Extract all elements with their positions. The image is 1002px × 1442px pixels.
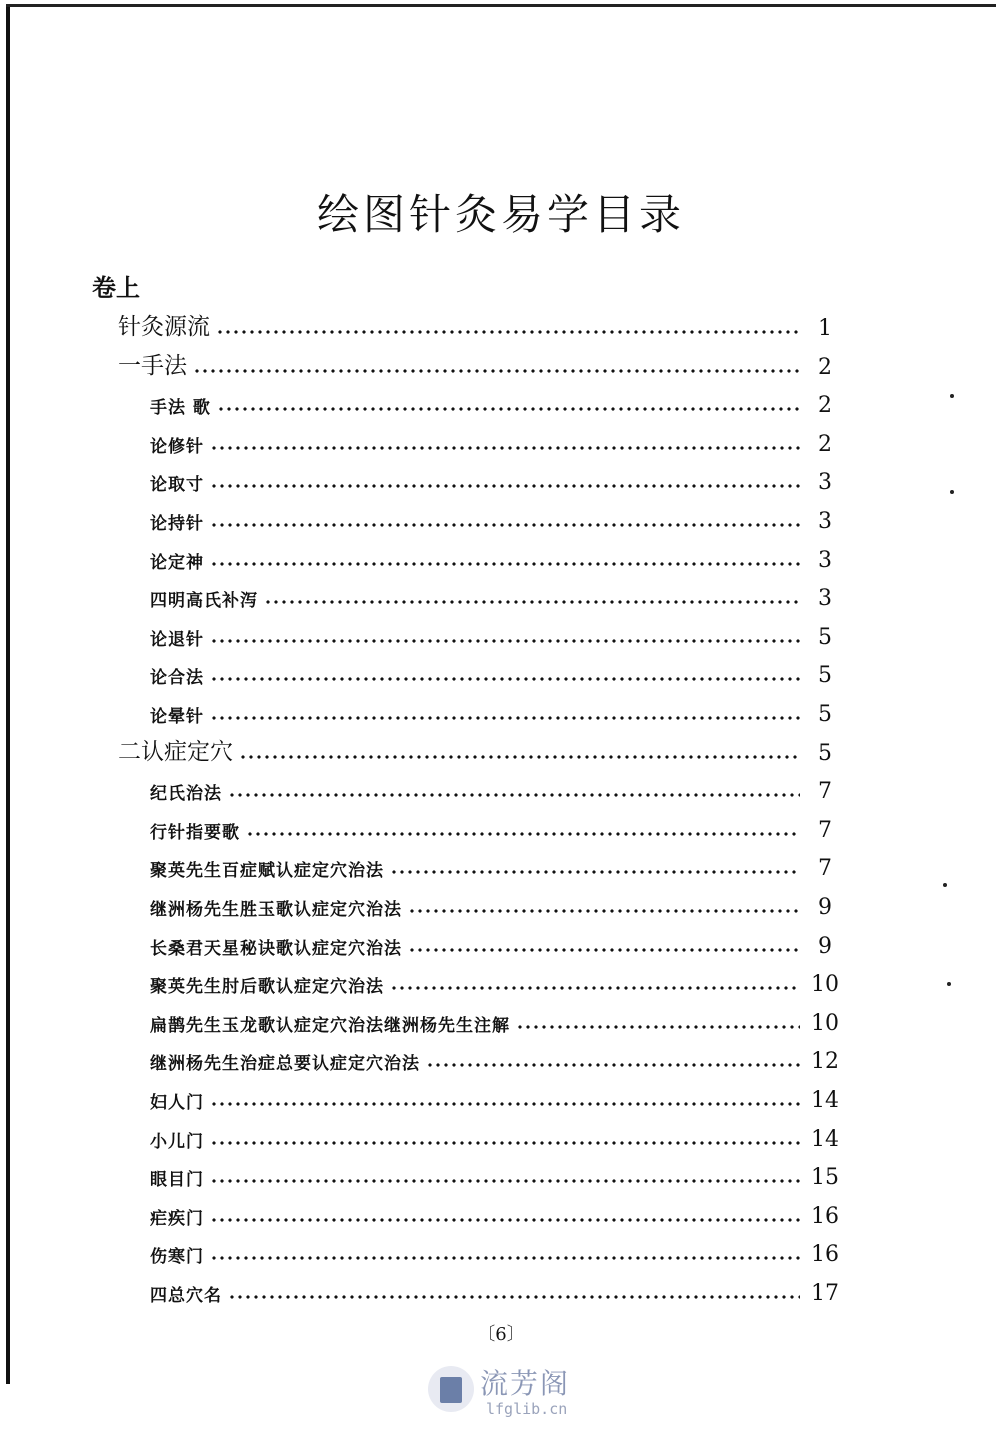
toc-entry-label: 继洲杨先生治症总要认症定穴治法 (150, 1054, 420, 1075)
toc-entry-label: 行针指要歌 (150, 822, 240, 843)
page-border-top (6, 4, 996, 7)
scan-speck (950, 490, 954, 494)
dot-leader (210, 446, 800, 450)
toc-entry (0, 612, 840, 650)
toc-entry-label: 论持针 (150, 514, 204, 534)
toc-entry (0, 1268, 840, 1306)
toc-entry-page: 1 (818, 316, 832, 341)
toc-entry (0, 342, 840, 380)
volume-heading: 卷上 (92, 274, 140, 302)
toc-entry (0, 650, 840, 688)
dot-leader (210, 677, 800, 681)
toc-entry-label: 长桑君天星秘诀歌认症定穴治法 (150, 938, 402, 959)
toc-entry-page: 10 (811, 1010, 839, 1036)
toc-entry (0, 496, 840, 534)
book-icon (428, 1366, 474, 1412)
toc-entry (0, 419, 840, 457)
page-number: 〔6〕 (477, 1324, 525, 1345)
toc-entry-page: 2 (818, 354, 832, 380)
toc-entry-label: 眼目门 (150, 1170, 204, 1191)
dot-leader (246, 832, 800, 836)
toc-entry (0, 1152, 840, 1190)
toc-entry (0, 882, 840, 920)
dot-leader (210, 1179, 800, 1183)
toc-entry-page: 16 (811, 1203, 839, 1229)
watermark-logo (428, 1360, 588, 1422)
dot-leader (408, 948, 800, 952)
toc-entry-label: 聚英先生肘后歌认症定穴治法 (150, 977, 384, 998)
toc-entry (0, 959, 840, 997)
dot-leader (408, 909, 800, 913)
toc-entry (0, 689, 840, 727)
toc-entry (0, 1114, 840, 1152)
dot-leader (210, 1218, 800, 1222)
dot-leader (210, 1256, 800, 1260)
toc-entry-page: 5 (818, 740, 832, 766)
toc-entry-label: 小儿门 (150, 1131, 204, 1152)
toc-entry-label: 论取寸 (150, 475, 204, 496)
toc-entry-label: 四总穴名 (150, 1286, 222, 1306)
toc-entry-label: 论定神 (150, 552, 204, 573)
toc-entry-page: 3 (818, 586, 832, 612)
toc-entry-page: 10 (811, 972, 839, 998)
toc-entry-page: 17 (811, 1281, 839, 1306)
toc-entry-label: 手法 歌 (150, 398, 211, 419)
toc-entry-page: 5 (818, 624, 832, 650)
toc-entry (0, 998, 840, 1036)
dot-leader (210, 484, 800, 488)
toc-entry (0, 921, 840, 959)
dot-leader (210, 1102, 800, 1106)
toc-entry (0, 1075, 840, 1113)
toc-entry-label: 四明高氏补泻 (150, 591, 258, 612)
dot-leader (210, 716, 800, 720)
toc-entry (0, 380, 840, 418)
dot-leader (390, 870, 800, 874)
toc-entry (0, 1036, 840, 1074)
toc-entry-label: 继洲杨先生胜玉歌认症定穴治法 (150, 900, 402, 920)
toc-entry (0, 573, 840, 611)
toc-entry (0, 728, 840, 766)
toc-entry-page: 16 (811, 1242, 839, 1268)
dot-leader (210, 639, 800, 643)
dot-leader (228, 793, 800, 797)
dot-leader (210, 562, 800, 566)
dot-leader (390, 986, 800, 990)
toc-entry (0, 1191, 840, 1229)
toc-entry-page: 14 (811, 1126, 839, 1152)
toc-entry-label: 妇人门 (150, 1093, 204, 1113)
toc-entry-label: 论晕针 (150, 707, 204, 727)
toc-entry-page: 2 (818, 393, 832, 419)
toc-entry-label: 扁鹊先生玉龙歌认症定穴治法继洲杨先生注解 (150, 1015, 510, 1036)
toc-entry-page: 5 (818, 702, 832, 727)
toc-entry-page: 7 (818, 856, 832, 882)
toc-entry-label: 一手法 (118, 352, 187, 379)
toc-entry (0, 843, 840, 881)
toc-entry-label: 二认症定穴 (118, 738, 233, 765)
toc-entry-label: 伤寒门 (150, 1247, 204, 1268)
toc-entry (0, 1229, 840, 1267)
toc-entry-label: 论合法 (150, 668, 204, 689)
dot-leader (239, 755, 800, 759)
toc-entry (0, 457, 840, 495)
scan-speck (947, 982, 951, 986)
dot-leader (264, 600, 800, 604)
toc-entry-label: 疟疾门 (150, 1208, 204, 1229)
toc-entry (0, 805, 840, 843)
toc-entry-page: 3 (818, 470, 832, 496)
dot-leader (217, 407, 800, 411)
dot-leader (216, 330, 800, 334)
toc-entry-page: 7 (818, 817, 832, 843)
dot-leader (426, 1063, 800, 1067)
toc-entry-page: 7 (818, 779, 832, 805)
dot-leader (210, 523, 800, 527)
toc-entry-page: 15 (811, 1165, 839, 1191)
dot-leader (210, 1141, 800, 1145)
scan-speck (943, 883, 947, 887)
toc-entry (0, 535, 840, 573)
toc-entry-label: 聚英先生百症赋认症定穴治法 (150, 861, 384, 882)
toc-entry-page: 3 (818, 509, 832, 534)
dot-leader (516, 1025, 800, 1029)
watermark-title: 流芳阁 (480, 1367, 571, 1400)
toc-entry-label: 论退针 (150, 629, 204, 650)
toc-entry (0, 766, 840, 804)
toc-entry-label: 针灸源流 (118, 314, 210, 340)
toc-entry-page: 5 (818, 663, 832, 689)
toc-entry-page: 3 (818, 547, 832, 573)
toc-entry-page: 9 (818, 933, 832, 959)
toc-entry (0, 303, 840, 341)
toc-entry-page: 14 (811, 1088, 839, 1113)
toc-entry-page: 2 (818, 431, 832, 457)
dot-leader (228, 1295, 800, 1299)
toc-entry-page: 12 (811, 1049, 839, 1075)
toc-entry-label: 论修针 (150, 436, 204, 457)
watermark-url: lfglib.cn (486, 1400, 568, 1418)
toc-entry-label: 纪氏治法 (150, 784, 222, 805)
toc-entry-page: 9 (818, 895, 832, 920)
page-title: 绘图针灸易学目录 (316, 190, 685, 239)
scan-speck (950, 394, 954, 398)
dot-leader (193, 369, 800, 373)
